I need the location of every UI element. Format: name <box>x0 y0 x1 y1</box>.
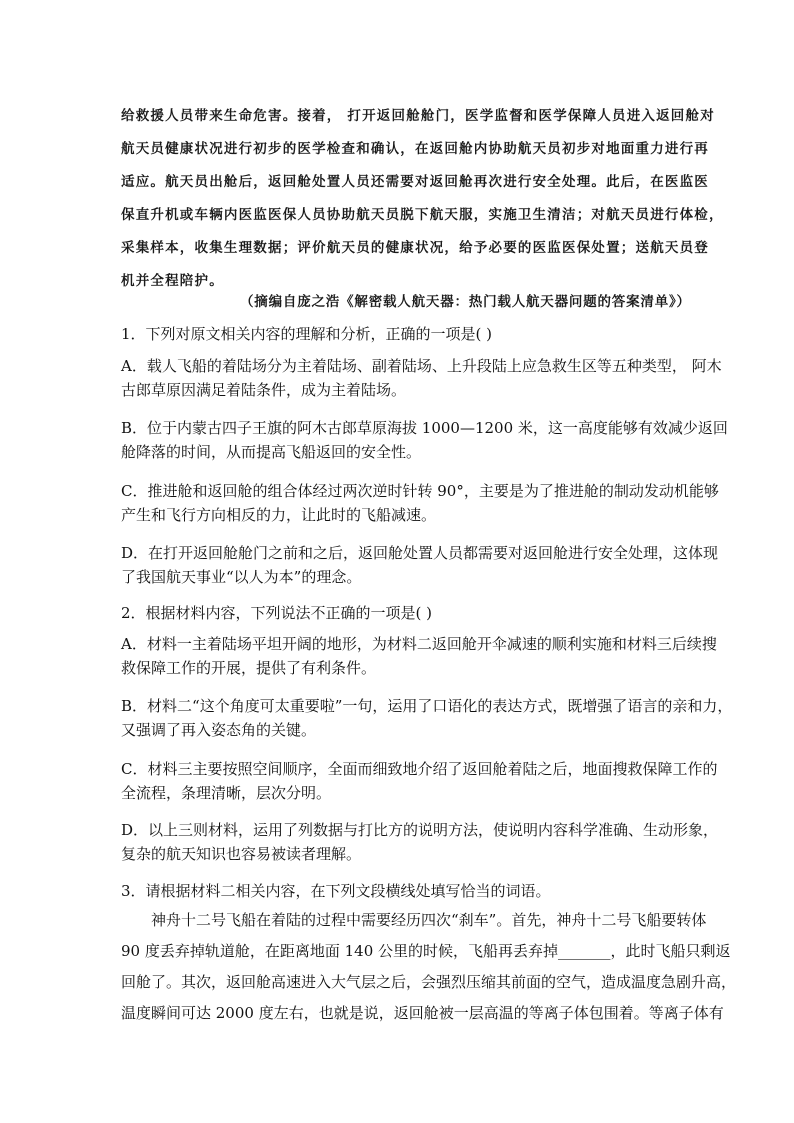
option-line: 复杂的航天知识也容易被读者理解。 <box>121 845 362 863</box>
question-1-option-a <box>121 354 722 402</box>
option-line: 救保障工作的开展，提供了有利条件。 <box>121 659 377 677</box>
option-line: 产生和飞行方向相反的力，让此时的飞船减速。 <box>121 506 437 524</box>
material-line: 保直升机或车辆内医监医保人员协助航天员脱下航天服，实施卫生清洁；对航天员进行体检， <box>121 207 724 223</box>
question-2-option-d <box>121 818 719 866</box>
passage-line: 回舱了。其次，返回舱高速进入大气层之后，会强烈压缩其前面的空气，造成温度急剧升高， <box>121 973 737 991</box>
passage-line: 温度瞬间可达 2000 度左右，也就是说，返回舱被一层高温的等离子体包围着。等离子体有 <box>121 1004 724 1022</box>
option-line: A．载人飞船的着陆场分为主着陆场、副着陆场、上升段陆上应急救生区等五种类型， 阿木 <box>121 357 722 375</box>
question-1-title: 1．下列对原文相关内容的理解和分析，正确的一项是( ) <box>121 325 493 343</box>
passage-line: 90 度丢弃掉轨道舱，在距离地面 140 公里的时候，飞船再丢弃掉_______，此时飞船只剩返 <box>121 942 731 960</box>
question-1-option-b <box>121 416 728 464</box>
option-line: 又强调了再入姿态角的关键。 <box>121 721 317 739</box>
question-2-title: 2．根据材料内容，下列说法不正确的一项是( ) <box>121 604 433 622</box>
material-line: 适应。航天员出舱后，返回舱处置人员还需要对返回舱再次进行安全处理。此后，在医监医 <box>121 174 709 190</box>
reading-material <box>121 100 724 298</box>
option-line: 舱降落的时间，从而提高飞船返回的安全性。 <box>121 443 422 461</box>
material-line: 机并全程陪护。 <box>121 273 224 289</box>
option-line: A．材料一主着陆场平坦开阔的地形，为材料二返回舱开伞减速的顺利实施和材料三后续搜 <box>121 635 717 653</box>
option-line: B．材料二“这个角度可太重要啦”一句，运用了口语化的表达方式，既增强了语言的亲和力， <box>121 697 733 715</box>
material-line: 采集样本，收集生理数据；评价航天员的健康状况，给予必要的医监医保处置；送航天员登 <box>121 240 709 256</box>
option-line: D．在打开返回舱舱门之前和之后，返回舱处置人员都需要对返回舱进行安全处理，这体现 <box>121 544 719 562</box>
option-line: 了我国航天事业“以人为本”的理念。 <box>121 568 362 586</box>
question-2-option-a <box>121 632 717 680</box>
question-1-option-c <box>121 479 719 527</box>
option-line: D．以上三则材料，运用了列数据与打比方的说明方法，使说明内容科学准确、生动形象， <box>121 821 719 839</box>
option-line: B．位于内蒙古四子王旗的阿木古郎草原海拔 1000—1200 米，这一高度能够有效减少返回 <box>121 419 728 437</box>
option-line: C．材料三主要按照空间顺序，全面而细致地介绍了返回舱着陆之后，地面搜救保障工作的 <box>121 760 718 778</box>
option-line: 古郎草原因满足着陆条件，成为主着陆场。 <box>121 381 407 399</box>
material-line: 航天员健康状况进行初步的医学检查和确认，在返回舱内协助航天员初步对地面重力进行再 <box>121 141 709 157</box>
question-3-title: 3．请根据材料二相关内容，在下列文段横线处填写恰当的词语。 <box>121 882 551 900</box>
source-citation: （摘编自庞之浩《解密载人航天器：热门载人航天器问题的答案清单》） <box>240 294 691 310</box>
option-line: 全流程，条理清晰，层次分明。 <box>121 784 332 802</box>
material-line: 给救援人员带来生命危害。接着， 打开返回舱舱门，医学监督和医学保障人员进入返回舱对 <box>121 108 715 124</box>
passage-line: 神舟十二号飞船在着陆的过程中需要经历四次“刹车”。首先，神舟十二号飞船要转体 <box>151 911 707 929</box>
question-2-option-c <box>121 757 718 805</box>
question-3-passage <box>121 905 737 1029</box>
question-1-option-d <box>121 541 719 589</box>
question-2-option-b <box>121 694 733 742</box>
option-line: C．推进舱和返回舱的组合体经过两次逆时针转 90°，主要是为了推进舱的制动发动机能够 <box>121 482 719 500</box>
